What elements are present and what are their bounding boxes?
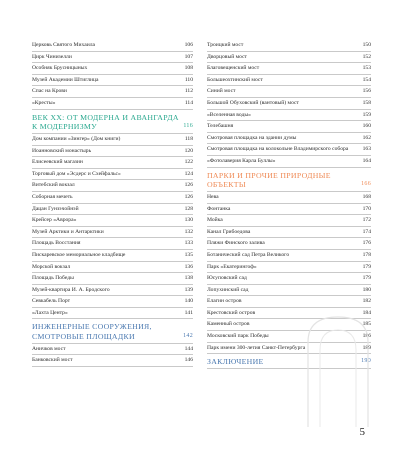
toc-entry[interactable] <box>32 98 193 110</box>
toc-entry[interactable] <box>32 75 193 87</box>
toc-section-modern[interactable] <box>32 110 193 134</box>
toc-entry-page: 141 <box>184 309 193 316</box>
toc-left-top-list <box>32 40 193 110</box>
toc-entry-title: Телебашня <box>207 123 234 130</box>
toc-entry-title: Витебский вокзал <box>32 182 75 189</box>
toc-entry[interactable] <box>32 192 193 204</box>
toc-section-parks[interactable] <box>207 168 371 192</box>
toc-entry-page: 163 <box>362 146 371 153</box>
toc-entry-title: Торговый дом «Эсдерс и Схейфальс» <box>32 170 121 177</box>
section-title: ПАРКИ И ПРОЧИЕ ПРИРОДНЫЕ ОБЪЕКТЫ <box>207 170 331 189</box>
toc-entry-page: 130 <box>184 217 193 224</box>
toc-entry[interactable] <box>32 296 193 308</box>
toc-entry-page: 122 <box>184 159 193 166</box>
toc-entry-page: 120 <box>184 147 193 154</box>
toc-entry-page: 118 <box>184 135 193 142</box>
toc-entry-title: Музей Академии Штиглица <box>32 76 99 83</box>
page-number: 5 <box>359 426 365 438</box>
toc-section-engineering[interactable] <box>32 319 193 343</box>
toc-entry[interactable] <box>32 86 193 98</box>
toc-entry-page: 164 <box>362 157 371 164</box>
toc-entry[interactable] <box>32 344 193 356</box>
toc-entry-page: 162 <box>362 134 371 141</box>
toc-entry-page: 176 <box>362 240 371 247</box>
toc-engineering-list <box>32 344 193 367</box>
toc-entry[interactable] <box>207 296 371 308</box>
toc-entry[interactable] <box>32 273 193 285</box>
toc-entry[interactable] <box>32 355 193 367</box>
toc-entry-title: Большой Обуховский (вантовый) мост <box>207 99 299 106</box>
toc-entry-title: Музей Арктики и Антарктики <box>32 228 104 235</box>
toc-entry-page: 156 <box>362 88 371 95</box>
toc-entry[interactable] <box>207 75 371 87</box>
toc-left-column <box>32 40 193 367</box>
toc-modern-list <box>32 134 193 320</box>
toc-entry-page: 160 <box>362 123 371 130</box>
toc-entry-title: Синий мост <box>207 88 236 95</box>
toc-entry-page: 128 <box>184 205 193 212</box>
toc-entry-title: Морской вокзал <box>32 263 71 270</box>
toc-entry-title: Площадь Восстания <box>32 240 81 247</box>
toc-entry-page: 135 <box>184 251 193 258</box>
toc-entry-title: Цирк Чинизелли <box>32 53 72 60</box>
toc-entry-page: 108 <box>184 65 193 72</box>
section-title: ЗАКЛЮЧЕНИЕ <box>207 357 264 367</box>
toc-entry[interactable] <box>32 146 193 158</box>
toc-entry-page: 114 <box>184 99 193 106</box>
toc-entry-page: 184 <box>362 309 371 316</box>
toc-entry-page: 178 <box>362 251 371 258</box>
toc-entry[interactable] <box>32 227 193 239</box>
toc-entry[interactable] <box>32 238 193 250</box>
toc-entry[interactable] <box>32 52 193 64</box>
toc-entry-title: Крейсер «Аврора» <box>32 217 77 224</box>
toc-entry-title: Юсуповский сад <box>207 275 247 282</box>
toc-entry[interactable] <box>207 331 371 343</box>
toc-entry-page: 152 <box>362 53 371 60</box>
toc-entry-title: Пляжи Финского залива <box>207 240 265 247</box>
toc-entry-title: Смотровая площадка на колокольне Владимирского собора <box>207 146 349 153</box>
toc-entry-page: 179 <box>362 275 371 282</box>
toc-entry[interactable] <box>207 110 371 122</box>
toc-entry-title: Площадь Победы <box>32 275 74 282</box>
toc-entry[interactable] <box>32 285 193 297</box>
section-page: 142 <box>183 332 193 339</box>
toc-entry-title: Музей-квартира И. А. Бродского <box>32 286 110 293</box>
toc-entry-page: 182 <box>362 298 371 305</box>
toc-entry-title: Канал Грибоедова <box>207 228 251 235</box>
toc-entry-title: Елагин остров <box>207 298 242 305</box>
toc-entry[interactable] <box>207 40 371 52</box>
toc-entry[interactable] <box>207 144 371 156</box>
toc-entry-title: Благовещенский мост <box>207 65 260 72</box>
toc-entry-title: Троицкий мост <box>207 42 244 48</box>
toc-entry[interactable] <box>207 319 371 331</box>
toc-entry-title: Дацан Гунзэчойнэй <box>32 205 79 212</box>
toc-entry-page: 146 <box>184 357 193 364</box>
toc-entry-page: 126 <box>184 182 193 189</box>
section-page: 166 <box>361 180 371 187</box>
toc-entry-title: Банковский мост <box>32 357 73 364</box>
toc-entry-page: 179 <box>362 263 371 270</box>
toc-entry-title: «Лахта Центр» <box>32 309 68 316</box>
toc-entry[interactable] <box>32 157 193 169</box>
toc-entry[interactable] <box>207 156 371 168</box>
toc-entry-title: Пискаревское мемориальное кладбище <box>32 251 126 258</box>
toc-entry-page: 112 <box>184 88 193 95</box>
toc-parks-list <box>207 192 371 354</box>
toc-entry-page: 132 <box>184 228 193 235</box>
toc-entry-title: Московский парк Победы <box>207 333 269 340</box>
toc-entry[interactable] <box>207 121 371 133</box>
toc-entry-page: 185 <box>362 321 371 328</box>
toc-entry-page: 172 <box>362 217 371 224</box>
toc-entry-title: Соборная мечеть <box>32 193 73 200</box>
toc-entry-title: Спас на Крови <box>32 88 67 95</box>
toc-entry-title: Крестовский остров <box>207 309 256 316</box>
toc-entry-page: 180 <box>362 286 371 293</box>
toc-entry[interactable] <box>32 63 193 75</box>
toc-entry-title: Мойка <box>207 217 223 224</box>
toc-entry-page: 150 <box>362 42 371 48</box>
toc-entry-title: Церковь Святого Михаила <box>32 42 95 48</box>
toc-entry[interactable] <box>207 343 371 355</box>
toc-entry[interactable] <box>207 63 371 75</box>
toc-entry[interactable] <box>32 40 193 52</box>
section-page: 116 <box>183 122 193 129</box>
toc-entry-page: 136 <box>184 263 193 270</box>
toc-entry-page: 154 <box>362 76 371 83</box>
toc-entry-page: 153 <box>362 65 371 72</box>
toc-entry-page: 168 <box>362 193 371 200</box>
toc-entry-title: Елисеевский магазин <box>32 159 83 166</box>
toc-entry-page: 140 <box>184 298 193 305</box>
toc-entry-title: «Вселенная воды» <box>207 111 251 118</box>
toc-entry[interactable] <box>207 227 371 239</box>
toc-entry[interactable] <box>207 285 371 297</box>
toc-entry[interactable] <box>207 308 371 320</box>
toc-entry-title: Севкабель Порт <box>32 298 71 305</box>
toc-entry-page: 106 <box>184 42 193 48</box>
toc-entry-title: Лопухинский сад <box>207 286 249 293</box>
toc-entry-page: 133 <box>184 240 193 247</box>
toc-entry[interactable] <box>207 98 371 110</box>
toc-entry[interactable] <box>207 273 371 285</box>
toc-entry[interactable] <box>32 204 193 216</box>
section-title: ИНЖЕНЕРНЫЕ СООРУЖЕНИЯ, СМОТРОВЫЕ ПЛОЩАДКИ <box>32 322 152 341</box>
toc-entry[interactable] <box>207 250 371 262</box>
toc-entry[interactable] <box>32 308 193 320</box>
toc-entry[interactable] <box>207 262 371 274</box>
toc-entry-page: 138 <box>184 275 193 282</box>
toc-entry[interactable] <box>32 262 193 274</box>
toc-entry-page: 139 <box>184 286 193 293</box>
toc-entry-page: 189 <box>362 344 371 351</box>
section-page: 190 <box>361 358 371 365</box>
toc-entry[interactable] <box>207 86 371 98</box>
toc-entry-page: 124 <box>184 170 193 177</box>
toc-entry-title: Каменный остров <box>207 321 250 328</box>
toc-entry-title: Большеохтинский мост <box>207 76 263 83</box>
toc-entry[interactable] <box>32 134 193 146</box>
toc-entry-page: 126 <box>184 193 193 200</box>
toc-entry-title: Парк «Екатерингоф» <box>207 263 257 270</box>
toc-section-conclusion[interactable] <box>207 354 371 369</box>
toc-entry-title: «Кресты» <box>32 99 56 106</box>
toc-entry[interactable] <box>32 215 193 227</box>
toc-entry[interactable] <box>32 169 193 181</box>
toc-entry[interactable] <box>32 180 193 192</box>
toc-entry-title: «Фотолаверия Карла Буллы» <box>207 157 276 164</box>
toc-entry-title: Смотровая площадка на здании думы <box>207 134 297 141</box>
toc-entry-page: 174 <box>362 228 371 235</box>
toc-entry-title: Парк имени 300-летия Санкт-Петербурга <box>207 344 306 351</box>
toc-entry-page: 110 <box>184 76 193 83</box>
toc-entry[interactable] <box>32 250 193 262</box>
toc-right-top-list <box>207 40 371 168</box>
toc-entry-title: Аничков мост <box>32 345 66 352</box>
toc-entry-page: 144 <box>184 345 193 352</box>
toc-entry[interactable] <box>207 52 371 64</box>
toc-entry[interactable] <box>207 204 371 216</box>
toc-entry[interactable] <box>207 238 371 250</box>
toc-entry-title: Особняк Брусницыных <box>32 65 88 72</box>
toc-entry-title: Ботанический сад Петра Великого <box>207 251 290 258</box>
toc-entry-page: 159 <box>362 111 371 118</box>
toc-entry[interactable] <box>207 192 371 204</box>
toc-entry-page: 186 <box>362 333 371 340</box>
toc-entry-page: 107 <box>184 53 193 60</box>
section-title: ВЕК XX: ОТ МОДЕРНА И АВАНГАРДА К МОДЕРНИЗМУ <box>32 112 179 131</box>
toc-entry-title: Нева <box>207 193 219 200</box>
toc-entry[interactable] <box>207 133 371 145</box>
toc-entry-page: 170 <box>362 205 371 212</box>
toc-entry-title: Дворцовый мост <box>207 53 247 60</box>
toc-entry-page: 158 <box>362 99 371 106</box>
toc-entry[interactable] <box>207 215 371 227</box>
toc-right-column <box>207 40 371 369</box>
toc-entry-title: Иоанновский монастырь <box>32 147 92 154</box>
toc-entry-title: Фонтанка <box>207 205 231 212</box>
toc-entry-title: Дом компании «Зингер» (Дом книги) <box>32 135 121 142</box>
